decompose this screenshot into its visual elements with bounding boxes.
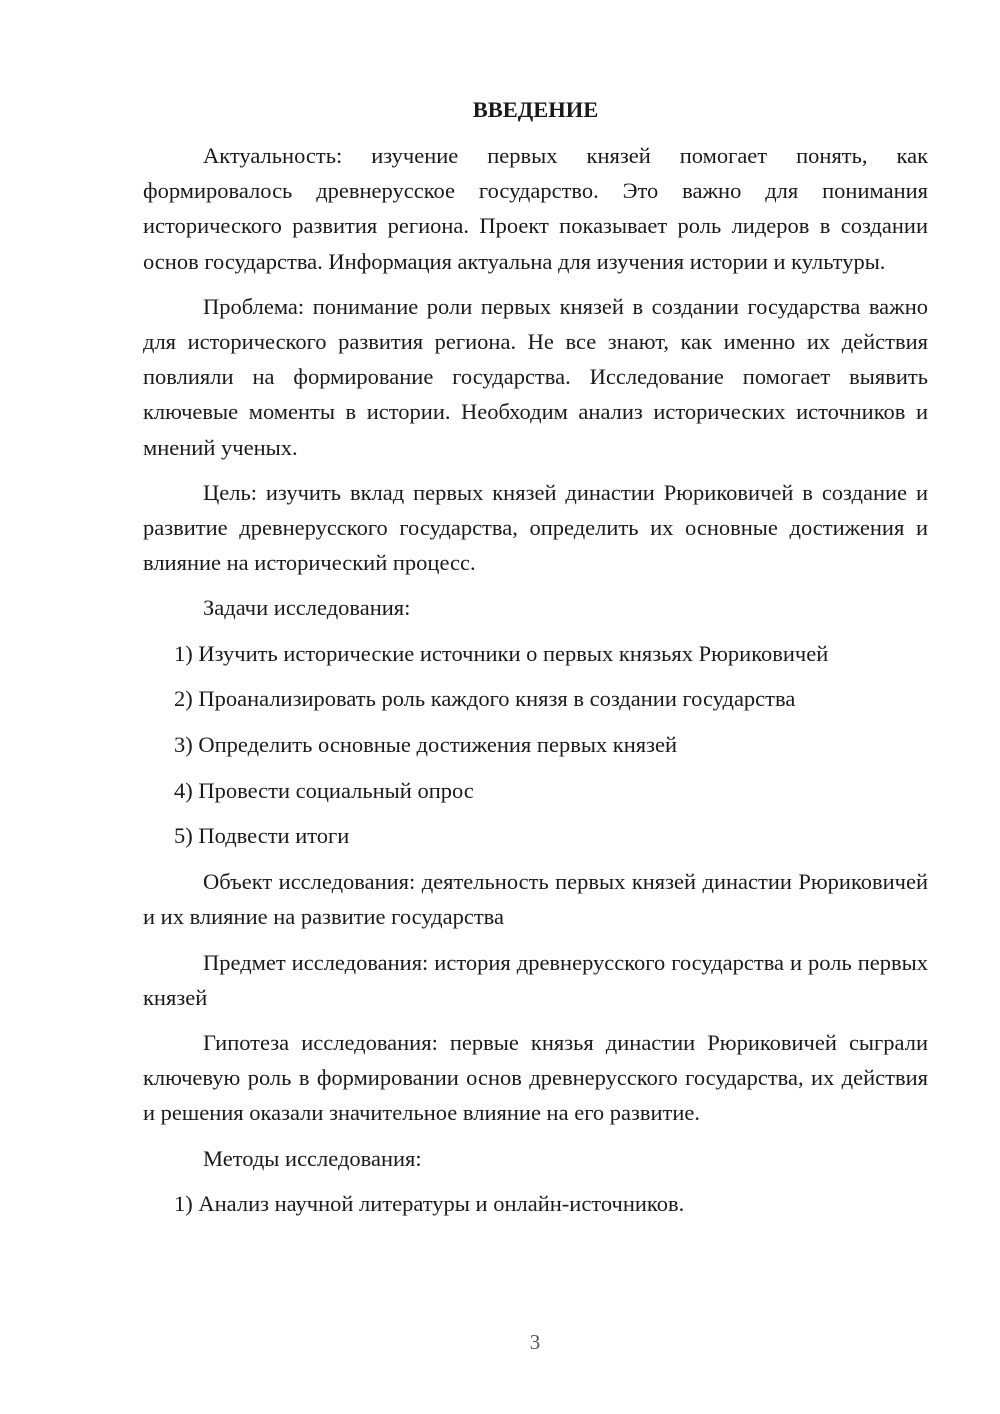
goal-paragraph: Цель: изучить вклад первых князей династии Рюриковичей в создание и развитие древнерусского государства, определить их основные достижения и влияние на исторический процесс. [143,479,928,576]
tasks-heading: Задачи исследования: [203,595,411,621]
page-number: 3 [529,1330,541,1354]
methods-heading: Методы исследования: [203,1145,422,1171]
hypothesis-paragraph: Гипотеза исследования: первые князья династии Рюриковичей сыграли ключевую роль в формировании основ древнерусского государства, их действия и решения оказали значительное влияние на его развитие. [143,1029,928,1126]
list-item: 3) Определить основные достижения первых князей [174,732,678,758]
list-item: 2) Проанализировать роль каждого князя в создании государства [174,686,796,712]
problem-paragraph: Проблема: понимание роли первых князей в создании государства важно для исторического развития региона. Не все знают, как именно их действия повлияли на формирование государства. Исследование помогает выявить ключевые моменты в истории. Необходим анализ исторических источников и мнений ученых. [143,293,928,460]
list-item: 4) Провести социальный опрос [174,777,474,803]
document-page [143,92,928,1231]
list-item: 5) Подвести итоги [174,823,350,849]
list-item: 1) Анализ научной литературы и онлайн-источников. [174,1190,685,1216]
section-title: ВВЕДЕНИЕ [472,97,599,122]
relevance-paragraph: Актуальность: изучение первых князей помогает понять, как формировалось древнерусское государство. Это важно для понимания исторического развития региона. Проект показывает роль лидеров в создании основ государства. Информация актуальна для изучения истории и культуры. [143,143,928,274]
methods-list [143,1186,928,1221]
object-paragraph: Объект исследования: деятельность первых князей династии Рюриковичей и их влияние на развитие государства [143,869,928,930]
subject-paragraph: Предмет исследования: история древнерусского государства и роль первых князей [143,949,928,1010]
list-item: 1) Изучить исторические источники о первых князьях Рюриковичей [174,640,829,666]
tasks-list [143,636,928,854]
